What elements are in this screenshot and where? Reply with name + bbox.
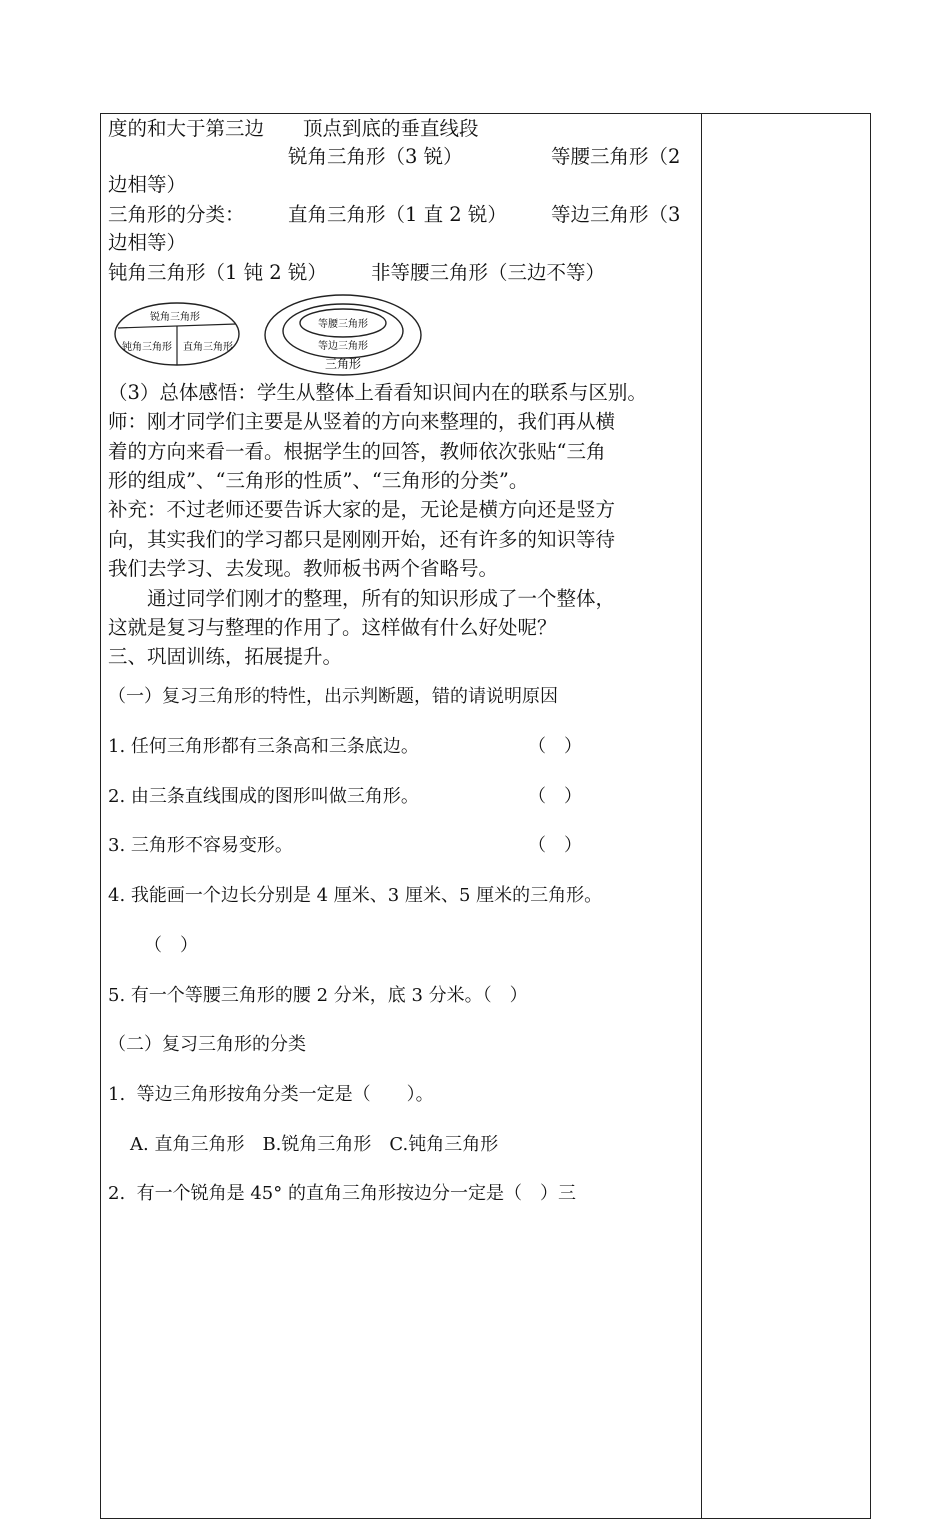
text-line: 钝角三角形（1 钝 2 锐） [108,261,327,284]
acute-label: 锐角三角形 [150,312,200,323]
answer-blank: （ ） [528,786,582,807]
text-line: 边相等） [108,231,187,254]
text-line: 等腰三角形（2 [551,145,681,168]
isosceles-label: 等腰三角形 [318,319,368,330]
text-line: 三角形的分类： [108,203,245,226]
triangle-side-classification-diagram [262,293,424,378]
judgement-item-3: 3. 三角形不容易变形。 [108,835,293,856]
text-line: 非等腰三角形（三边不等） [371,261,606,284]
triangle-label: 三角形 [324,357,362,371]
right-label: 直角三角形 [183,342,233,353]
judgement-item-2: 2. 由三条直线围成的图形叫做三角形。 [108,786,419,807]
text-line: 师：刚才同学们主要是从竖着的方向来整理的，我们再从横 [108,410,616,433]
choice-item-1: 1. 等边三角形按角分类一定是（ ）。 [108,1084,434,1105]
answer-blank: （ ） [144,935,198,956]
text-line: 这就是复习与整理的作用了。这样做有什么好处呢？ [108,616,557,639]
judgement-item-4: 4. 我能画一个边长分别是 4 厘米、3 厘米、5 厘米的三角形。 [108,885,603,906]
text-line: 等边三角形（3 [551,203,681,226]
column-divider [701,113,702,1519]
triangle-angle-classification-diagram [112,300,242,370]
judgement-item-5: 5. 有一个等腰三角形的腰 2 分米，底 3 分米。（ ） [108,985,528,1006]
answer-blank: （ ） [528,835,582,856]
text-line: 向，其实我们的学习都只是刚刚开始，还有许多的知识等待 [108,528,616,551]
text-line: 锐角三角形（3 锐） [288,145,463,168]
text-line: 着的方向来看一看。根据学生的回答，教师依次张贴“三角 [108,440,606,463]
text-line: 我们去学习、去发现。教师板书两个省略号。 [108,557,499,580]
text-line: 通过同学们刚才的整理，所有的知识形成了一个整体， [108,587,616,610]
subsection-heading: （一）复习三角形的特性，出示判断题，错的请说明原因 [108,686,558,707]
choice-options: A. 直角三角形 B.锐角三角形 C.钝角三角形 [130,1134,499,1155]
text-line: （3）总体感悟：学生从整体上看看知识间内在的联系与区别。 [108,381,647,404]
text-line: 度的和大于第三边 顶点到底的垂直线段 [108,117,479,140]
equilateral-label: 等边三角形 [318,341,368,352]
subsection-heading: （二）复习三角形的分类 [108,1034,306,1055]
choice-item-2: 2. 有一个锐角是 45° 的直角三角形按边分一定是（ ）三 [108,1183,576,1204]
section-heading: 三、巩固训练，拓展提升。 [108,645,343,668]
text-line: 边相等） [108,173,187,196]
text-line: 形的组成”、“三角形的性质”、“三角形的分类”。 [108,469,529,492]
text-line: 补充：不过老师还要告诉大家的是，无论是横方向还是竖方 [108,498,616,521]
obtuse-label: 钝角三角形 [122,342,172,353]
judgement-item-1: 1. 任何三角形都有三条高和三条底边。 [108,736,419,757]
answer-blank: （ ） [528,736,582,757]
text-line: 直角三角形（1 直 2 锐） [288,203,507,226]
